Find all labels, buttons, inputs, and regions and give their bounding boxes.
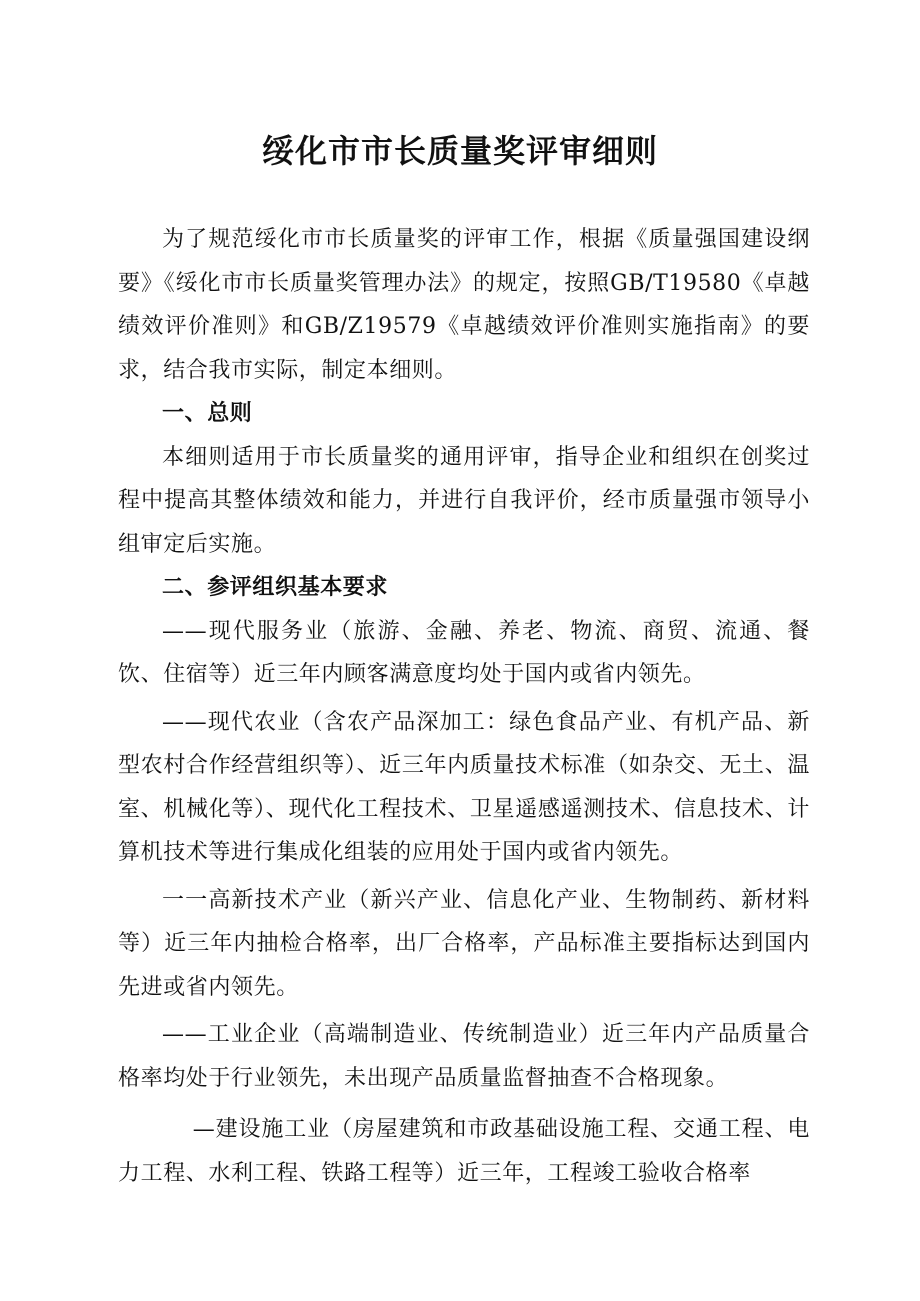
requirement-construction: —建设施工业（房屋建筑和市政基础设施工程、交通工程、电力工程、水利工程、铁路工程等）近三年，工程竣工验收合格率 [118, 1117, 810, 1186]
section-heading-general: 一、总则 [162, 401, 253, 426]
document-body [118, 218, 810, 1195]
section-heading-requirements: 二、参评组织基本要求 [162, 575, 389, 600]
document-title: 绥化市市长质量奖评审细则 [261, 132, 658, 170]
requirement-modern-services: ——现代服务业（旅游、金融、养老、物流、商贸、流通、餐饮、住宿等）近三年内顾客满意度均处于国内或省内领先。 [118, 618, 810, 687]
requirement-modern-agriculture: ——现代农业（含农产品深加工：绿色食品产业、有机产品、新型农村合作经营组织等）、近三年内质量技术标准（如杂交、无土、温室、机械化等）、现代化工程技术、卫星遥感遥测技术、信息技术、计算机技术等进行集成化组装的应用处于国内或省内领先。 [118, 709, 810, 865]
requirement-industrial: ——工业企业（高端制造业、传统制造业）近三年内产品质量合格率均处于行业领先，未出现产品质量监督抽查不合格现象。 [118, 1022, 810, 1091]
intro-paragraph: 为了规范绥化市市长质量奖的评审工作，根据《质量强国建设纲要》《绥化市市长质量奖管理办法》的规定，按照GB/T19580《卓越绩效评价准则》和GB/Z19579《卓越绩效评价准则实施指南》的要求，结合我市实际，制定本细则。 [118, 227, 810, 383]
requirement-high-tech: 一一高新技术产业（新兴产业、信息化产业、生物制药、新材料等）近三年内抽检合格率，出厂合格率，产品标准主要指标达到国内先进或省内领先。 [118, 887, 810, 1000]
general-paragraph: 本细则适用于市长质量奖的通用评审，指导企业和组织在创奖过程中提高其整体绩效和能力，并进行自我评价，经市质量强市领导小组审定后实施。 [118, 444, 810, 557]
